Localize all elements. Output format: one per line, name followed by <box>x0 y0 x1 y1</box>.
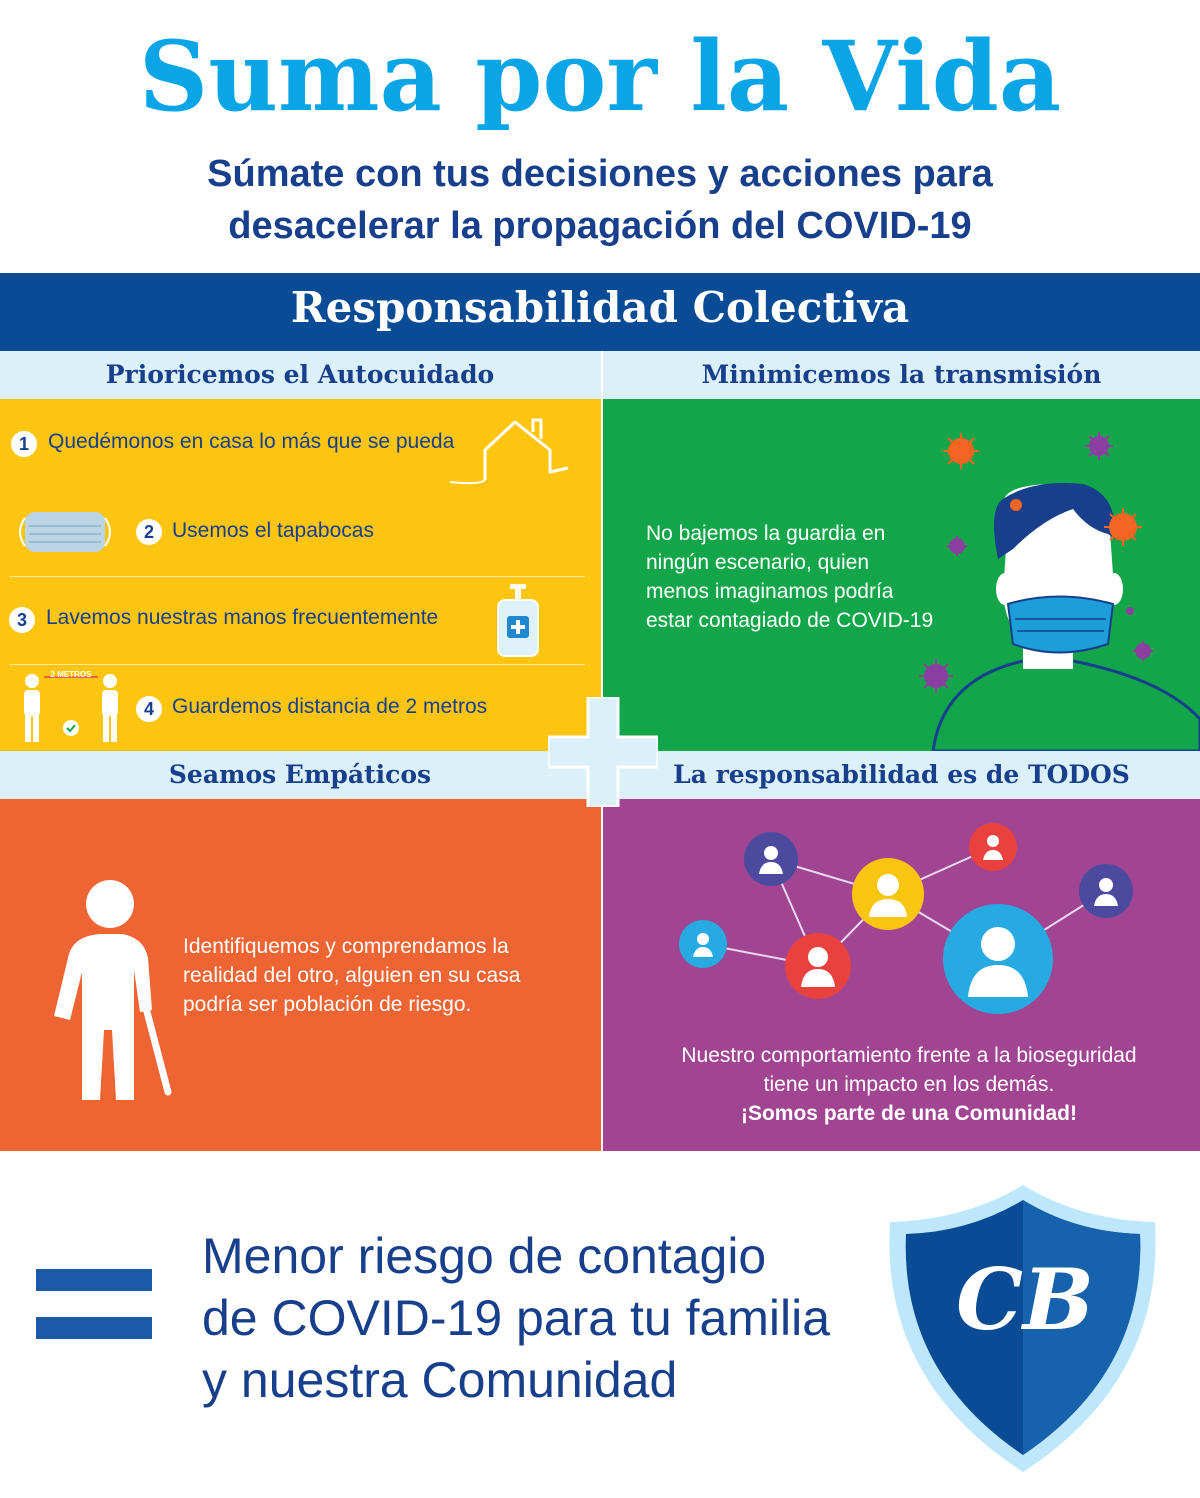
distance-label: 2 METROS <box>50 670 92 679</box>
step-text: Lavemos nuestras manos frecuentemente <box>46 606 439 629</box>
transmision-text: No bajemos la guardia en ningún escenario, quien menos imaginamos podría estar contagiado de COVID-19 <box>646 522 934 632</box>
elderly-person-icon <box>40 880 180 1110</box>
banner-title: Responsabilidad Colectiva <box>290 283 910 332</box>
page-title: Suma por la Vida <box>138 20 1062 133</box>
heading-transmision: Minimicemos la transmisión <box>701 360 1102 389</box>
subtitle-line-1: Súmate con tus decisiones y acciones para <box>207 153 993 195</box>
heading-autocuidado: Prioricemos el Autocuidado <box>105 360 495 389</box>
subtitle-line-2: desacelerar la propagación del COVID-19 <box>228 205 972 247</box>
todos-text-bold: ¡Somos parte de una Comunidad! <box>740 1102 1078 1125</box>
network-icon <box>603 799 1200 1029</box>
empaticos-text: Identifiquemos y comprendamos la realidad del otro, alguien en su casa podría ser población de riesgo. <box>183 935 521 1016</box>
logo-text: CB <box>956 1250 1094 1349</box>
bottom-line-2: de COVID-19 para tu familia <box>202 1290 831 1346</box>
step-number: 2 <box>136 519 162 545</box>
step-text: Usemos el tapabocas <box>172 519 374 542</box>
todos-text-line-1: Nuestro comportamiento frente a la bioseguridad <box>681 1044 1137 1067</box>
step-text: Quedémonos en casa lo más que se pueda <box>48 430 455 453</box>
sanitizer-icon <box>494 580 542 660</box>
mask-icon <box>15 508 115 556</box>
heading-empaticos: Seamos Empáticos <box>168 760 432 789</box>
bottom-line-1: Menor riesgo de contagio <box>202 1228 767 1284</box>
bottom-message <box>202 1225 902 1411</box>
step-number: 1 <box>11 431 37 457</box>
equals-icon <box>36 1269 152 1339</box>
todos-text-line-2: tiene un impacto en los demás. <box>763 1073 1055 1096</box>
bottom-line-3: y nuestra Comunidad <box>202 1352 678 1408</box>
step-number: 3 <box>9 607 35 633</box>
step-number: 4 <box>136 696 162 722</box>
todos-text <box>603 1041 1200 1128</box>
page-subtitle <box>0 148 1200 252</box>
step-text: Guardemos distancia de 2 metros <box>172 695 488 718</box>
separator <box>10 664 585 665</box>
plus-icon <box>548 697 658 807</box>
house-icon <box>440 410 580 490</box>
heading-todos: La responsabilidad es de TODOS <box>673 760 1130 789</box>
separator <box>10 576 585 577</box>
distance-icon <box>16 668 126 746</box>
